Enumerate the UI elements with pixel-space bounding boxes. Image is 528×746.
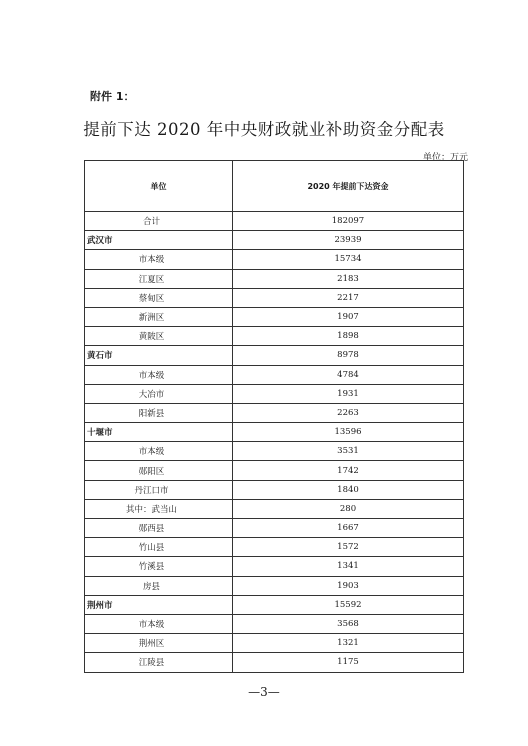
table-row xyxy=(85,327,464,346)
row-funds-value: 1175 xyxy=(233,653,464,672)
row-unit-name: 阳新县 xyxy=(85,403,233,422)
table-row xyxy=(85,538,464,557)
row-unit-name: 市本级 xyxy=(85,614,233,633)
row-funds-value: 15734 xyxy=(233,250,464,269)
table-row xyxy=(85,557,464,576)
row-unit-name: 合计 xyxy=(85,212,233,231)
row-funds-value: 1931 xyxy=(233,384,464,403)
row-funds-value: 3531 xyxy=(233,442,464,461)
table-body xyxy=(85,212,464,673)
row-funds-value: 1321 xyxy=(233,634,464,653)
table-row xyxy=(85,519,464,538)
table-row xyxy=(85,212,464,231)
row-unit-name: 蔡甸区 xyxy=(85,288,233,307)
row-funds-value: 13596 xyxy=(233,423,464,442)
allocation-table xyxy=(84,160,464,673)
row-unit-name: 大冶市 xyxy=(85,384,233,403)
row-funds-value: 1898 xyxy=(233,327,464,346)
table-header-row xyxy=(85,161,464,212)
table-row xyxy=(85,423,464,442)
page-number: —3— xyxy=(248,685,280,699)
table-row xyxy=(85,634,464,653)
row-unit-name: 荆州市 xyxy=(85,595,233,614)
row-unit-name: 其中：武当山 xyxy=(85,499,233,518)
row-funds-value: 1572 xyxy=(233,538,464,557)
table-row xyxy=(85,403,464,422)
table-row xyxy=(85,269,464,288)
row-unit-name: 竹溪县 xyxy=(85,557,233,576)
table-row xyxy=(85,288,464,307)
header-unit: 单位 xyxy=(85,161,233,212)
row-unit-name: 十堰市 xyxy=(85,423,233,442)
header-funds: 2020 年提前下达资金 xyxy=(233,161,464,212)
row-funds-value: 15592 xyxy=(233,595,464,614)
row-unit-name: 房县 xyxy=(85,576,233,595)
row-unit-name: 黄石市 xyxy=(85,346,233,365)
row-unit-name: 竹山县 xyxy=(85,538,233,557)
row-funds-value: 4784 xyxy=(233,365,464,384)
row-funds-value: 1903 xyxy=(233,576,464,595)
row-unit-name: 新洲区 xyxy=(85,307,233,326)
row-unit-name: 武汉市 xyxy=(85,231,233,250)
table-row xyxy=(85,231,464,250)
table-row xyxy=(85,250,464,269)
row-unit-name: 黄陂区 xyxy=(85,327,233,346)
row-funds-value: 8978 xyxy=(233,346,464,365)
table-row xyxy=(85,384,464,403)
row-funds-value: 1840 xyxy=(233,480,464,499)
table-row xyxy=(85,614,464,633)
table-row xyxy=(85,499,464,518)
row-funds-value: 1667 xyxy=(233,519,464,538)
attachment-label: 附件 1： xyxy=(90,90,135,103)
unit-label: 单位：万元 xyxy=(422,153,468,163)
row-unit-name: 江陵县 xyxy=(85,653,233,672)
row-funds-value: 2217 xyxy=(233,288,464,307)
table-row xyxy=(85,442,464,461)
row-funds-value: 2263 xyxy=(233,403,464,422)
row-unit-name: 市本级 xyxy=(85,442,233,461)
table-row xyxy=(85,595,464,614)
row-funds-value: 182097 xyxy=(233,212,464,231)
table-row xyxy=(85,576,464,595)
page-title: 提前下达 2020 年中央财政就业补助资金分配表 xyxy=(83,120,445,139)
row-funds-value: 1907 xyxy=(233,307,464,326)
table-row xyxy=(85,346,464,365)
row-funds-value: 280 xyxy=(233,499,464,518)
row-unit-name: 市本级 xyxy=(85,250,233,269)
table-row xyxy=(85,653,464,672)
row-unit-name: 市本级 xyxy=(85,365,233,384)
row-funds-value: 3568 xyxy=(233,614,464,633)
table-row xyxy=(85,365,464,384)
row-funds-value: 2183 xyxy=(233,269,464,288)
row-unit-name: 荆州区 xyxy=(85,634,233,653)
row-funds-value: 1341 xyxy=(233,557,464,576)
table-row xyxy=(85,307,464,326)
row-funds-value: 1742 xyxy=(233,461,464,480)
table-row xyxy=(85,480,464,499)
row-funds-value: 23939 xyxy=(233,231,464,250)
row-unit-name: 丹江口市 xyxy=(85,480,233,499)
row-unit-name: 郧西县 xyxy=(85,519,233,538)
row-unit-name: 江夏区 xyxy=(85,269,233,288)
row-unit-name: 郧阳区 xyxy=(85,461,233,480)
table-row xyxy=(85,461,464,480)
